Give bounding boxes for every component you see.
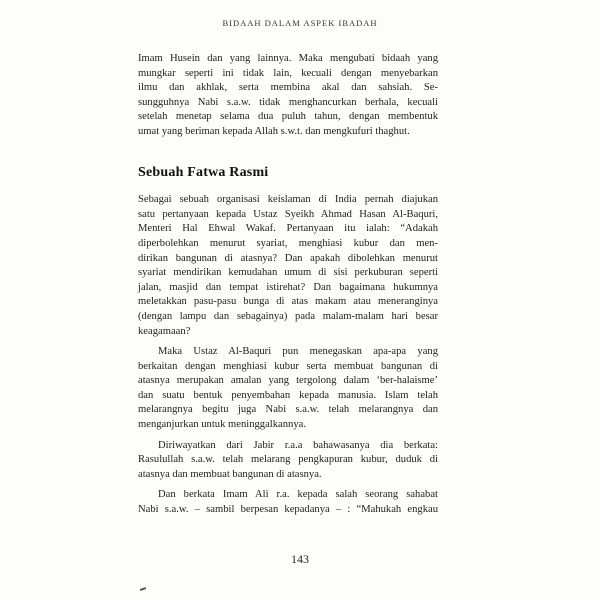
- text-line: meletakkan pasu-pasu bunga di atas makam atau meneranginya: [138, 296, 438, 308]
- text-line: atasnya merupakan amalan yang tergolong dalam ‘ber-halaisme’: [138, 375, 438, 387]
- text-line: dirikan bangunan di atasnya? Dan apakah dibolehkan menurut: [138, 252, 438, 264]
- section-heading: Sebuah Fatwa Rasmi: [138, 164, 269, 180]
- text-line: dan suatu bentuk penyembahan kepada manusia. Islam telah: [138, 389, 438, 401]
- text-line: keagamaan?: [138, 325, 191, 337]
- text-line: (dengan lampu dan sebagainya) pada malam-malam hari besar: [138, 310, 438, 322]
- text-line: ilmu dan akhlak, serta membina akal dan sahsiah. Se-: [138, 82, 438, 94]
- paragraph-imam-ali: [138, 488, 438, 517]
- paragraph-answer: [138, 345, 438, 433]
- text-line: Sebagai sebuah organisasi keislaman di India pernah diajukan: [138, 194, 438, 206]
- text-line: Dan berkata Imam Ali r.a. kepada salah seorang sahabat: [158, 489, 438, 501]
- text-line: Diriwayatkan dari Jabir r.a.a bahawasanya dia berkata:: [158, 439, 438, 451]
- text-line: syariat mendirikan kemudahan umum di sisi perkuburan seperti: [138, 267, 438, 279]
- paragraph-hadith-jabir: [138, 439, 438, 483]
- text-line: melarangnya begitu juga Nabi s.a.w. telah melarangnya dan: [138, 404, 438, 416]
- text-line: mungkar seperti ini tidak lain, kecuali dengan menyebarkan: [138, 67, 438, 79]
- text-line: Maka Ustaz Al-Baquri pun menegaskan apa-apa yang: [158, 346, 438, 358]
- text-line: Menteri Hal Ehwal Wakaf. Pertanyaan itu ialah: “Adakah: [138, 223, 438, 235]
- text-line: satu pertanyaan kepada Ustaz Syeikh Ahmad Hasan Al-Baquri,: [138, 208, 438, 220]
- text-line: Imam Husein dan yang lainnya. Maka mengubati bidaah yang: [138, 53, 438, 64]
- page-number: 143: [291, 552, 309, 566]
- text-line: jalan, masjid dan tempat istirehat? Dan bagaimana hukumnya: [138, 281, 438, 293]
- text-line: Nabi s.a.w. – sambil berpesan kepadanya – : “Mahukah engkau: [138, 504, 438, 516]
- text-line: setelah menetap selama dua puluh tahun, dengan membentuk: [138, 111, 438, 123]
- text-line: menganjurkan untuk meninggalkannya.: [138, 419, 306, 431]
- page-body: [138, 52, 438, 524]
- text-line: atasnya dan membuat bangunan di atasnya.: [138, 468, 322, 480]
- text-line: umat yang beriman kepada Allah s.w.t. dan mengkufuri thaghut.: [138, 125, 410, 137]
- running-header: BIDAAH DALAM ASPEK IBADAH: [222, 18, 378, 28]
- text-line: sungguhnya Nabi s.a.w. tidak menghancurkan berhala, kecuali: [138, 96, 438, 108]
- text-line: berkaitan dengan menghiasi kubur serta membuat bangunan di: [138, 360, 438, 372]
- stray-mark: [140, 587, 146, 591]
- text-line: Rasulullah s.a.w. telah melarang pengkapuran kubur, duduk di: [138, 454, 438, 466]
- paragraph-question: [138, 193, 438, 339]
- text-line: diperbolehkan menurut syariat, menghiasi kubur dan men-: [138, 237, 438, 249]
- intro-paragraph: [138, 52, 438, 140]
